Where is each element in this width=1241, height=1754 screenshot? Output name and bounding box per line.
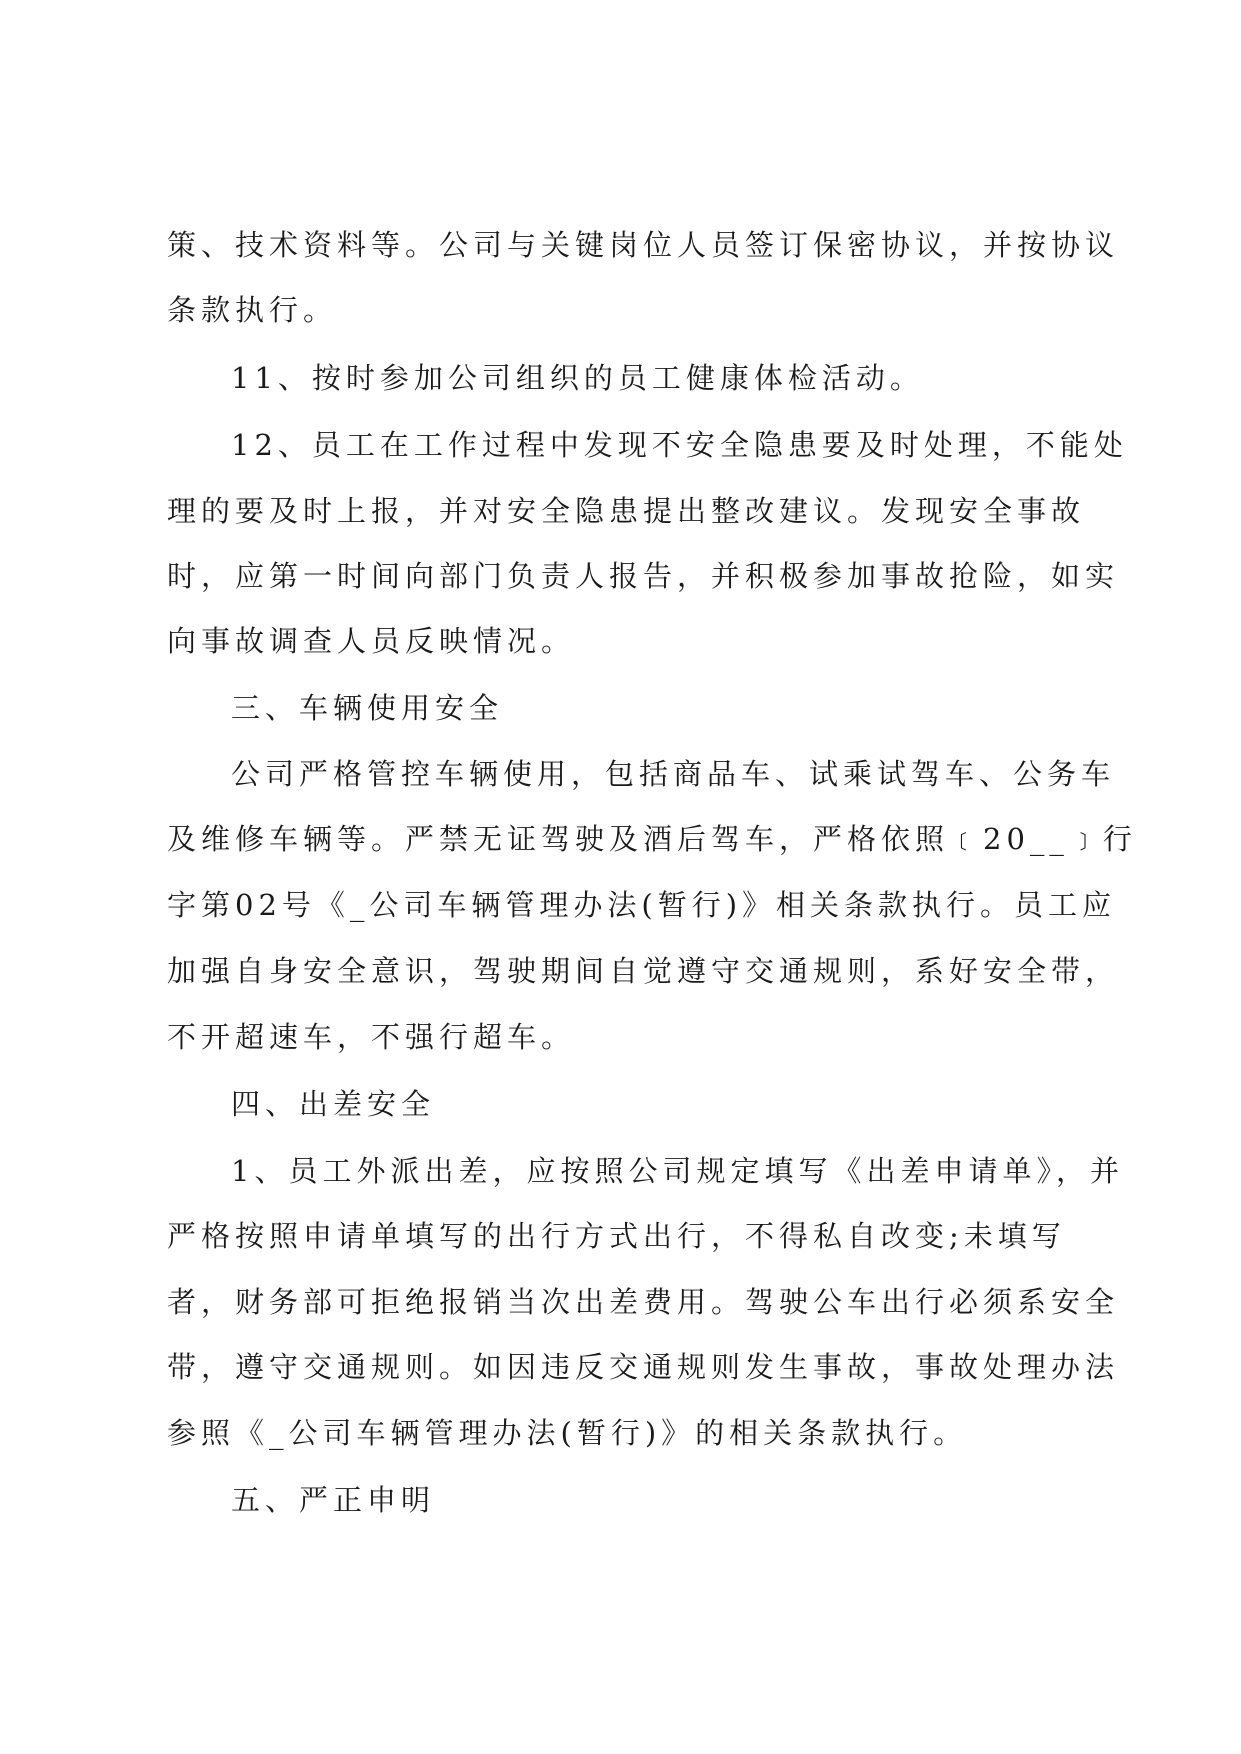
text-line: 带，遵守交通规则。如因违反交通规则发生事故，事故处理办法 <box>167 1350 1120 1384</box>
text-line: 及维修车辆等。严禁无证驾驶及酒后驾车，严格依照﹝20__﹞行 <box>167 822 1137 856</box>
paragraph-start: 公司严格管控车辆使用，包括商品车、试乘试驾车、公务车 <box>231 757 1116 791</box>
text-line: 向事故调查人员反映情况。 <box>167 624 576 658</box>
text-line: 理的要及时上报，并对安全隐患提出整改建议。发现安全事故 <box>167 494 1086 528</box>
section-heading-vehicle-safety: 三、车辆使用安全 <box>231 691 504 725</box>
paragraph-item-1: 1、员工外派出差，应按照公司规定填写《出差申请单》，并 <box>231 1154 1124 1188</box>
section-heading-business-travel: 四、出差安全 <box>231 1087 436 1121</box>
text-line: 条款执行。 <box>167 293 338 327</box>
text-line: 严格按照申请单填写的出行方式出行，不得私自改变;未填写 <box>167 1219 1066 1253</box>
section-heading-declaration: 五、严正申明 <box>231 1483 436 1517</box>
text-line: 策、技术资料等。公司与关键岗位人员签订保密协议，并按协议 <box>167 228 1120 262</box>
text-line: 参照《_公司车辆管理办法(暂行)》的相关条款执行。 <box>167 1416 968 1450</box>
text-line: 字第02号《_公司车辆管理办法(暂行)》相关条款执行。员工应 <box>167 888 1117 922</box>
text-line: 不开超速车，不强行超车。 <box>167 1020 576 1054</box>
text-line: 时，应第一时间向部门负责人报告，并积极参加事故抢险，如实 <box>167 559 1120 593</box>
paragraph-item-11: 11、按时参加公司组织的员工健康体检活动。 <box>231 361 924 395</box>
text-line: 加强自身安全意识，驾驶期间自觉遵守交通规则，系好安全带， <box>167 954 1120 988</box>
paragraph-item-12: 12、员工在工作过程中发现不安全隐患要及时处理，不能处 <box>231 428 1128 462</box>
text-line: 者，财务部可拒绝报销当次出差费用。驾驶公车出行必须系安全 <box>167 1285 1120 1319</box>
